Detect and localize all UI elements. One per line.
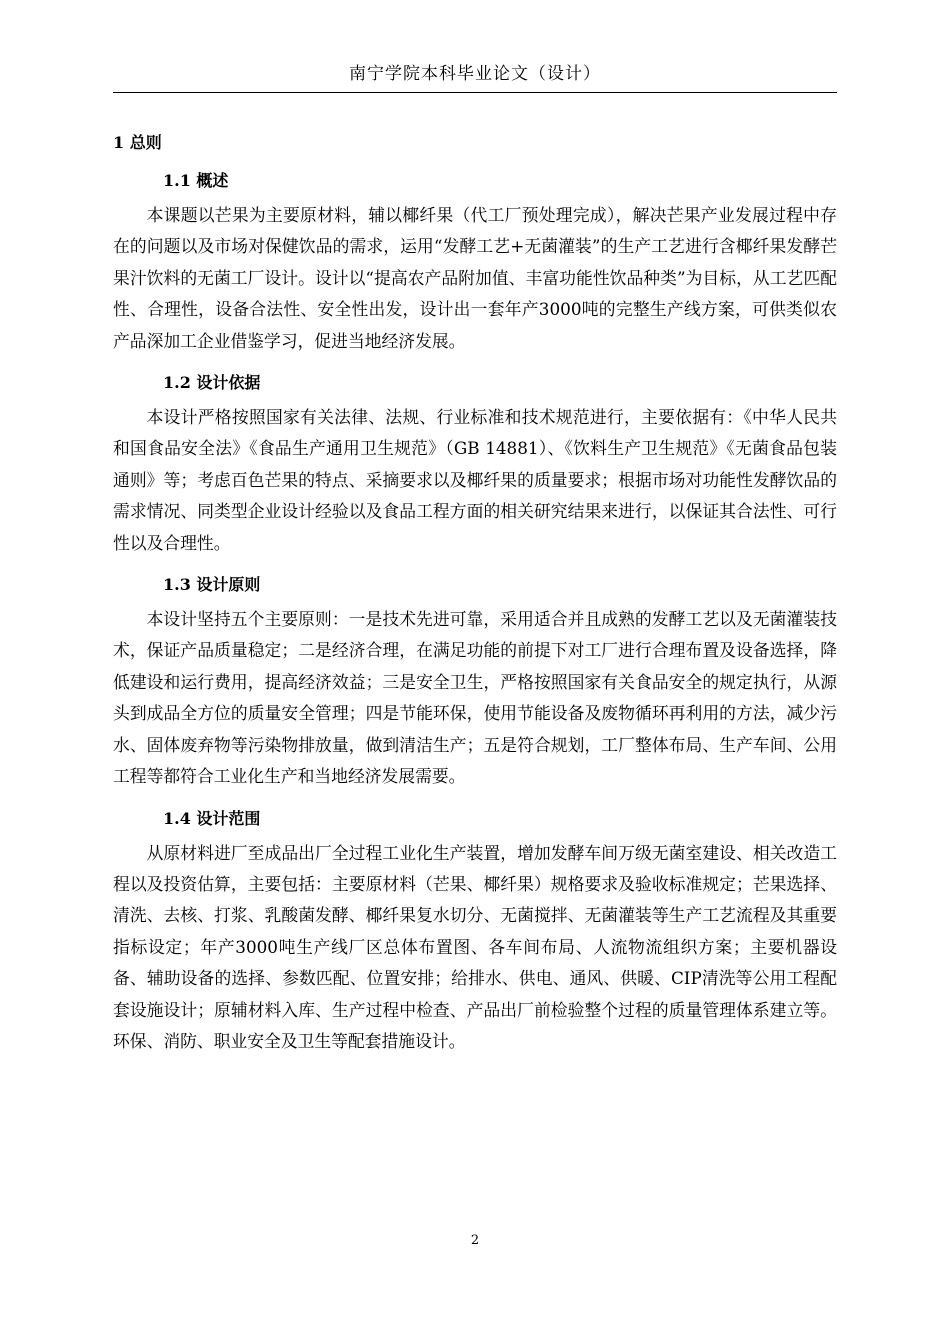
paragraph-design-basis: 本设计严格按照国家有关法律、法规、行业标准和技术规范进行，主要依据有：《中华人民共和国食品安全法》《食品生产通用卫生规范》（GB 14881）、《饮料生产卫生规范》《无菌食品包装通则》等；考虑百色芒果的特点、采摘要求以及椰纤果的质量要求；根据市场对功能性发酵饮品的需求情况、同类型企业设计经验以及食品工程方面的相关研究结果来进行，以保证其合法性、可行性以及合理性。 [113,407,837,553]
paragraph-design-scope: 从原材料进厂至成品出厂全过程工业化生产装置，增加发酵车间万级无菌室建设、相关改造工程以及投资估算，主要包括：主要原材料（芒果、椰纤果）规格要求及验收标准规定；芒果选择、清洗、去核、打浆、乳酸菌发酵、椰纤果复水切分、无菌搅拌、无菌灌装等生产工艺流程及其重要指标设定；年产3000吨生产线厂区总体布置图、各车间布局、人流物流组织方案；主要机器设备、辅助设备的选择、参数匹配、位置安排；给排水、供电、通风、供暖、CIP清洗等公用工程配套设施设计；原辅材料入库、生产过程中检查、产品出厂前检验整个过程的质量管理体系建立等。环保、消防、职业安全及卫生等配套措施设计。 [113,842,837,1051]
paragraph-design-principles: 本设计坚持五个主要原则：一是技术先进可靠，采用适合并且成熟的发酵工艺以及无菌灌装技术，保证产品质量稳定；二是经济合理，在满足功能的前提下对工厂进行合理布置及设备选择，降低建设和运行费用，提高经济效益；三是安全卫生，严格按照国家有关食品安全的规定执行，从源头到成品全方位的质量安全管理；四是节能环保，使用节能设备及废物循环再利用的方法，减少污水、固体废弃物等污染物排放量，做到清洁生产；五是符合规划，工厂整体布局、生产车间、公用工程等都符合工业化生产和当地经济发展需要。 [113,609,837,787]
section-heading-design-basis: 1.2 设计依据 [163,373,261,393]
page-number: 2 [470,1233,480,1248]
header-rule [113,92,837,93]
section-heading-overview: 1.1 概述 [163,171,229,190]
body-text [113,126,837,1057]
paragraph-overview: 本课题以芒果为主要原材料，辅以椰纤果（代工厂预处理完成），解决芒果产业发展过程中存在的问题以及市场对保健饮品的需求，运用“发酵工艺+无菌灌装”的生产工艺进行含椰纤果发酵芒果汁饮料的无菌工厂设计。设计以“提高农产品附加值、丰富功能性饮品种类”为目标，从工艺匹配性、合理性，设备合法性、安全性出发，设计出一套年产3000吨的完整生产线方案，可供类似农产品深加工企业借鉴学习，促进当地经济发展。 [113,205,837,351]
running-header: 南宁学院本科毕业论文（设计） [349,64,601,84]
chapter-heading: 1 总则 [113,133,162,152]
section-heading-design-scope: 1.4 设计范围 [163,808,261,828]
section-heading-design-principles: 1.3 设计原则 [163,575,261,595]
